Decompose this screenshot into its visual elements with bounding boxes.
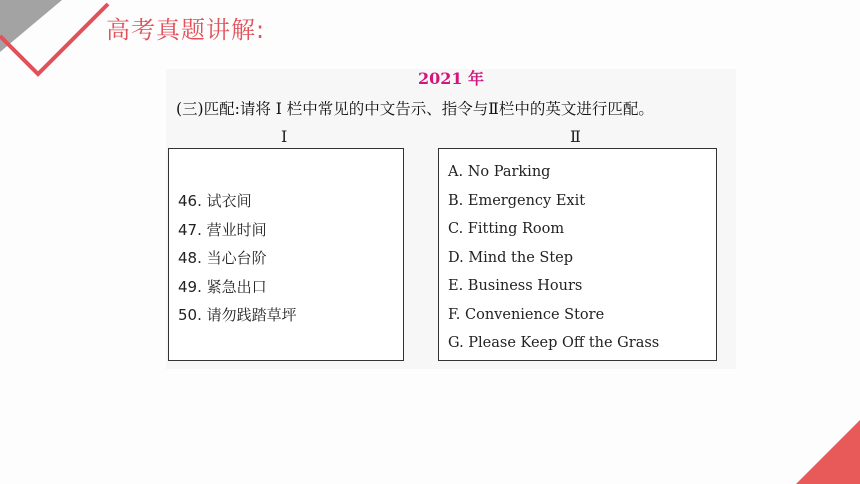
list-item: 50. 请勿践踏草坪 bbox=[178, 306, 297, 324]
list-item: E. Business Hours bbox=[448, 278, 583, 294]
column-right-label: Ⅱ bbox=[570, 127, 581, 146]
list-item: 46. 试衣间 bbox=[178, 192, 252, 210]
chinese-signs-box bbox=[168, 148, 404, 361]
list-item: D. Mind the Step bbox=[448, 249, 574, 266]
corner-decoration-bottom-right bbox=[760, 420, 860, 484]
list-item: B. Emergency Exit bbox=[448, 192, 586, 209]
list-item: F. Convenience Store bbox=[448, 306, 605, 323]
list-item: A. No Parking bbox=[448, 164, 551, 180]
list-item: C. Fitting Room bbox=[448, 221, 565, 237]
column-left-label: I bbox=[281, 127, 288, 146]
exam-question-panel bbox=[166, 69, 736, 369]
list-item: 48. 当心台阶 bbox=[178, 249, 267, 267]
list-item: 49. 紧急出口 bbox=[178, 277, 267, 296]
exam-year: 2021 年 bbox=[417, 69, 485, 88]
list-item: 47. 营业时间 bbox=[178, 220, 267, 239]
english-signs-box bbox=[438, 148, 717, 361]
slide-heading: 高考真题讲解: bbox=[106, 16, 266, 44]
corner-decoration-top-left bbox=[0, 0, 110, 80]
list-item: G. Please Keep Off the Grass bbox=[448, 335, 660, 351]
question-instruction: (三)匹配:请将 I 栏中常见的中文告示、指令与Ⅱ栏中的英文进行匹配。 bbox=[176, 100, 654, 118]
